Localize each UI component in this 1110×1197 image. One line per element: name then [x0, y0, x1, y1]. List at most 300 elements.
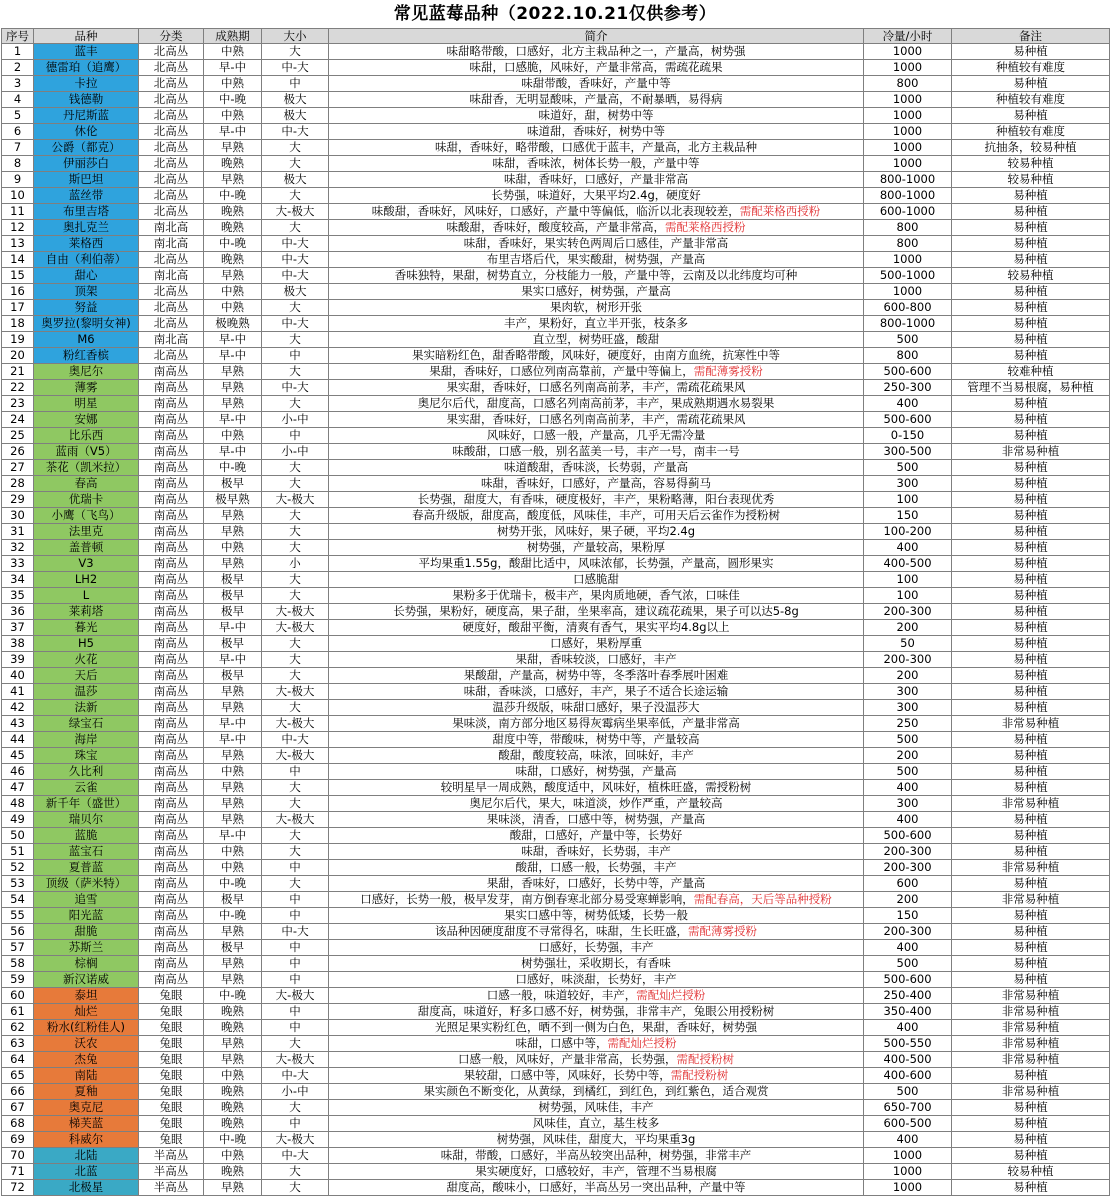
row-description [329, 716, 864, 732]
row-variety: 阳光蓝 [34, 908, 139, 924]
table-row [2, 940, 1110, 956]
row-chill-hours: 300 [864, 700, 952, 716]
row-size: 大 [262, 636, 329, 652]
row-notes: 非常易种植 [952, 444, 1110, 460]
row-notes: 易种植 [952, 476, 1110, 492]
row-description [329, 620, 864, 636]
row-notes: 易种植 [952, 540, 1110, 556]
description-text: 味酸甜，香味好，风味好，口感好，产量中等偏低，临沂以北表现较差， [371, 204, 740, 218]
row-chill-hours: 400 [864, 812, 952, 828]
row-index: 25 [2, 428, 34, 444]
row-notes: 易种植 [952, 428, 1110, 444]
table-row [2, 476, 1110, 492]
table-row [2, 828, 1110, 844]
description-text: 口感好，长势一般，极早发芽，南方倒春寒北部分易受寒蝉影响， [360, 892, 694, 906]
row-notes: 易种植 [952, 412, 1110, 428]
row-size: 大-极大 [262, 812, 329, 828]
row-index: 36 [2, 604, 34, 620]
row-variety: 沃农 [34, 1036, 139, 1052]
row-index: 66 [2, 1084, 34, 1100]
table-row [2, 236, 1110, 252]
row-variety: 春高 [34, 476, 139, 492]
row-category: 北高丛 [139, 204, 204, 220]
row-description [329, 1068, 864, 1084]
row-variety: 蓝脆 [34, 828, 139, 844]
header-maturity: 成熟期 [204, 29, 262, 44]
row-index: 27 [2, 460, 34, 476]
row-chill-hours: 400-600 [864, 1068, 952, 1084]
row-description [329, 828, 864, 844]
row-chill-hours: 400 [864, 1132, 952, 1148]
row-index: 13 [2, 236, 34, 252]
row-maturity: 中熟 [204, 300, 262, 316]
row-maturity: 早熟 [204, 396, 262, 412]
table-row [2, 556, 1110, 572]
row-notes: 易种植 [952, 748, 1110, 764]
row-category: 南高丛 [139, 684, 204, 700]
row-notes: 易种植 [952, 108, 1110, 124]
row-maturity: 极早 [204, 636, 262, 652]
row-description [329, 972, 864, 988]
row-size: 中-大 [262, 252, 329, 268]
row-category: 南高丛 [139, 588, 204, 604]
row-maturity: 极早 [204, 892, 262, 908]
row-variety: 南陆 [34, 1068, 139, 1084]
description-text: 味甜，香味淡，口感好，丰产，果子不适合长途运输 [463, 684, 729, 698]
row-notes: 易种植 [952, 1148, 1110, 1164]
row-index: 63 [2, 1036, 34, 1052]
row-index: 69 [2, 1132, 34, 1148]
row-variety: 甜脆 [34, 924, 139, 940]
row-description [329, 188, 864, 204]
row-maturity: 早-中 [204, 332, 262, 348]
table-row [2, 140, 1110, 156]
row-category: 兔眼 [139, 1020, 204, 1036]
row-chill-hours: 800-1000 [864, 316, 952, 332]
row-chill-hours: 1000 [864, 1148, 952, 1164]
row-size: 大 [262, 364, 329, 380]
table-row [2, 108, 1110, 124]
row-description [329, 780, 864, 796]
row-notes: 易种植 [952, 572, 1110, 588]
row-index: 20 [2, 348, 34, 364]
row-notes: 种植较有难度 [952, 124, 1110, 140]
row-variety: 天后 [34, 668, 139, 684]
row-category: 南高丛 [139, 748, 204, 764]
row-variety: 公爵（都克） [34, 140, 139, 156]
row-size: 极大 [262, 172, 329, 188]
row-notes: 非常易种植 [952, 892, 1110, 908]
row-description [329, 700, 864, 716]
row-index: 11 [2, 204, 34, 220]
table-row [2, 860, 1110, 876]
description-text: 长势强，味道好，大果平均2.4g，硬度好 [491, 188, 701, 202]
row-index: 17 [2, 300, 34, 316]
row-category: 南高丛 [139, 924, 204, 940]
row-notes: 易种植 [952, 812, 1110, 828]
description-text: 丰产，果粉好，直立半开张，枝条多 [504, 316, 688, 330]
description-text: 果实硬度好，口感较好，丰产，管理不当易根腐 [475, 1164, 717, 1178]
row-variety: 奥扎克兰 [34, 220, 139, 236]
row-description [329, 316, 864, 332]
pollination-note: 需配春高，天后等品种授粉 [693, 892, 832, 906]
description-text: 果实颜色不断变化，从黄绿，到橘红，到红色，到红紫色，适合观赏 [423, 1084, 769, 1098]
row-size: 大 [262, 524, 329, 540]
row-variety: 钱德勒 [34, 92, 139, 108]
row-maturity: 早熟 [204, 364, 262, 380]
row-chill-hours: 800 [864, 236, 952, 252]
row-category: 南高丛 [139, 492, 204, 508]
pollination-note: 需配薄雾授粉 [688, 924, 757, 938]
description-text: 温莎升级版，味甜口感好，果子没温莎大 [492, 700, 700, 714]
row-description [329, 668, 864, 684]
row-maturity: 中-晚 [204, 1132, 262, 1148]
row-description [329, 172, 864, 188]
row-maturity: 早-中 [204, 444, 262, 460]
row-category: 南高丛 [139, 460, 204, 476]
row-description [329, 540, 864, 556]
row-chill-hours: 400-500 [864, 1052, 952, 1068]
row-category: 北高丛 [139, 348, 204, 364]
row-category: 南北高 [139, 220, 204, 236]
row-maturity: 晚熟 [204, 1084, 262, 1100]
row-size: 中-大 [262, 124, 329, 140]
row-category: 北高丛 [139, 252, 204, 268]
row-description [329, 364, 864, 380]
row-description [329, 876, 864, 892]
row-maturity: 中-晚 [204, 92, 262, 108]
table-row [2, 716, 1110, 732]
row-index: 8 [2, 156, 34, 172]
row-chill-hours: 500-600 [864, 412, 952, 428]
row-category: 南高丛 [139, 828, 204, 844]
row-variety: 优瑞卡 [34, 492, 139, 508]
row-index: 30 [2, 508, 34, 524]
row-size: 大 [262, 876, 329, 892]
row-size: 中 [262, 908, 329, 924]
row-maturity: 早熟 [204, 796, 262, 812]
row-chill-hours: 500-600 [864, 364, 952, 380]
row-notes: 易种植 [952, 76, 1110, 92]
row-notes: 易种植 [952, 588, 1110, 604]
description-text: 硬度好，酸甜平衡，清爽有香气，果实平均4.8g以上 [462, 620, 730, 634]
description-text: 酸甜，口感好，产量中等，长势好 [509, 828, 683, 842]
row-size: 中-大 [262, 268, 329, 284]
row-maturity: 极早 [204, 572, 262, 588]
row-size: 大-极大 [262, 1052, 329, 1068]
row-notes: 非常易种植 [952, 1052, 1110, 1068]
row-chill-hours: 500-550 [864, 1036, 952, 1052]
row-variety: 茶花（凯米拉） [34, 460, 139, 476]
row-size: 小 [262, 556, 329, 572]
row-size: 中 [262, 1020, 329, 1036]
row-category: 南高丛 [139, 508, 204, 524]
row-maturity: 早-中 [204, 652, 262, 668]
description-text: 口感一般，风味好，产量非常高，长势强， [458, 1052, 677, 1066]
description-text: 味道甜，香味好，树势中等 [527, 124, 665, 138]
row-variety: V3 [34, 556, 139, 572]
row-category: 南高丛 [139, 876, 204, 892]
table-row [2, 524, 1110, 540]
row-size: 大 [262, 828, 329, 844]
row-variety: 法里克 [34, 524, 139, 540]
header-category: 分类 [139, 29, 204, 44]
row-maturity: 中熟 [204, 844, 262, 860]
row-description [329, 604, 864, 620]
row-variety: 绿宝石 [34, 716, 139, 732]
table-row [2, 220, 1110, 236]
row-description [329, 1020, 864, 1036]
row-notes: 易种植 [952, 236, 1110, 252]
row-size: 中-大 [262, 732, 329, 748]
row-notes: 易种植 [952, 44, 1110, 60]
row-notes: 易种植 [952, 940, 1110, 956]
row-notes: 易种植 [952, 284, 1110, 300]
header-chill-hours: 冷量/小时 [864, 29, 952, 44]
row-category: 南高丛 [139, 700, 204, 716]
description-text: 布里吉塔后代，果实酸甜，树势强，产量高 [486, 252, 706, 266]
row-index: 9 [2, 172, 34, 188]
row-description [329, 60, 864, 76]
row-notes: 易种植 [952, 556, 1110, 572]
row-maturity: 晚熟 [204, 1004, 262, 1020]
row-description [329, 412, 864, 428]
row-index: 40 [2, 668, 34, 684]
row-category: 南高丛 [139, 812, 204, 828]
row-description [329, 844, 864, 860]
table-row [2, 748, 1110, 764]
row-notes: 易种植 [952, 1132, 1110, 1148]
row-maturity: 中-晚 [204, 236, 262, 252]
row-category: 南高丛 [139, 572, 204, 588]
description-text: 较明星早一周成熟，酸度适中，风味好，植株旺盛，需授粉树 [440, 780, 752, 794]
row-description [329, 492, 864, 508]
description-text: 长势强，果粉好，硬度高，果子甜，坐果率高，建议疏花疏果，果子可以达5-8g [393, 604, 799, 618]
row-index: 12 [2, 220, 34, 236]
row-variety: 温莎 [34, 684, 139, 700]
row-index: 44 [2, 732, 34, 748]
description-text: 味甜，口感好，树势强，产量高 [515, 764, 677, 778]
row-maturity: 晚熟 [204, 204, 262, 220]
row-variety: 顶级（萨米特） [34, 876, 139, 892]
table-row [2, 1020, 1110, 1036]
row-category: 南高丛 [139, 476, 204, 492]
row-size: 中-大 [262, 236, 329, 252]
table-row [2, 876, 1110, 892]
row-index: 3 [2, 76, 34, 92]
row-notes: 易种植 [952, 908, 1110, 924]
row-maturity: 早-中 [204, 828, 262, 844]
row-description [329, 572, 864, 588]
row-size: 大-极大 [262, 492, 329, 508]
row-notes: 非常易种植 [952, 860, 1110, 876]
row-variety: 梯芙蓝 [34, 1116, 139, 1132]
description-text: 口感好，长势强，丰产 [538, 940, 654, 954]
row-chill-hours: 800 [864, 220, 952, 236]
table-row [2, 1100, 1110, 1116]
row-index: 15 [2, 268, 34, 284]
row-notes: 易种植 [952, 636, 1110, 652]
row-index: 37 [2, 620, 34, 636]
row-maturity: 中熟 [204, 108, 262, 124]
row-variety: 火花 [34, 652, 139, 668]
row-category: 南高丛 [139, 380, 204, 396]
row-index: 39 [2, 652, 34, 668]
row-size: 大 [262, 796, 329, 812]
row-variety: 蓝雨（V5） [34, 444, 139, 460]
row-chill-hours: 600-500 [864, 1116, 952, 1132]
row-chill-hours: 500 [864, 460, 952, 476]
row-category: 南高丛 [139, 668, 204, 684]
description-text: 甜度中等，带酸味，树势中等，产量较高 [492, 732, 700, 746]
row-chill-hours: 1000 [864, 124, 952, 140]
row-variety: 新汉诺威 [34, 972, 139, 988]
row-index: 72 [2, 1180, 34, 1196]
row-chill-hours: 600-1000 [864, 204, 952, 220]
row-notes: 易种植 [952, 1116, 1110, 1132]
row-variety: 卡拉 [34, 76, 139, 92]
row-index: 59 [2, 972, 34, 988]
table-row [2, 924, 1110, 940]
table-row [2, 732, 1110, 748]
row-index: 52 [2, 860, 34, 876]
row-maturity: 中-晚 [204, 460, 262, 476]
row-chill-hours: 500-600 [864, 972, 952, 988]
row-size: 大 [262, 396, 329, 412]
row-size: 大 [262, 844, 329, 860]
row-notes: 易种植 [952, 348, 1110, 364]
row-size: 小-中 [262, 1084, 329, 1100]
row-size: 中 [262, 428, 329, 444]
row-variety: 暮光 [34, 620, 139, 636]
pollination-note: 需配授粉树 [676, 1052, 734, 1066]
row-description [329, 332, 864, 348]
row-maturity: 极早 [204, 668, 262, 684]
row-chill-hours: 400-500 [864, 556, 952, 572]
row-variety: 北陆 [34, 1148, 139, 1164]
table-row [2, 780, 1110, 796]
row-index: 18 [2, 316, 34, 332]
row-notes: 非常易种植 [952, 1020, 1110, 1036]
table-row [2, 620, 1110, 636]
row-index: 34 [2, 572, 34, 588]
row-maturity: 早熟 [204, 684, 262, 700]
row-notes: 易种植 [952, 220, 1110, 236]
table-row [2, 604, 1110, 620]
row-notes: 较易种植 [952, 156, 1110, 172]
row-size: 大 [262, 44, 329, 60]
row-maturity: 中-晚 [204, 908, 262, 924]
table-row [2, 972, 1110, 988]
row-variety: 久比利 [34, 764, 139, 780]
table-row [2, 428, 1110, 444]
row-maturity: 中-晚 [204, 988, 262, 1004]
row-category: 南高丛 [139, 540, 204, 556]
row-maturity: 早熟 [204, 700, 262, 716]
table-row [2, 700, 1110, 716]
row-category: 南高丛 [139, 972, 204, 988]
row-variety: 科威尔 [34, 1132, 139, 1148]
description-text: 味酸甜，香味好，酸度较高，产量非常高， [446, 220, 665, 234]
row-maturity: 早熟 [204, 748, 262, 764]
row-maturity: 早熟 [204, 956, 262, 972]
description-text: 果味淡，南方部分地区易得灰霉病坐果率低，产量非常高 [452, 716, 740, 730]
row-chill-hours: 400 [864, 540, 952, 556]
row-chill-hours: 400 [864, 780, 952, 796]
row-notes: 非常易种植 [952, 1084, 1110, 1100]
row-chill-hours: 300 [864, 796, 952, 812]
row-size: 大 [262, 140, 329, 156]
description-text: 奥尼尔后代，果大，味道淡，炒作严重，产量较高 [469, 796, 723, 810]
row-chill-hours: 500 [864, 732, 952, 748]
row-description [329, 1004, 864, 1020]
header-index: 序号 [2, 29, 34, 44]
row-chill-hours: 500 [864, 1084, 952, 1100]
description-text: 果实暗粉红色，甜香略带酸，风味好，硬度好，由南方血统，抗寒性中等 [412, 348, 780, 362]
row-chill-hours: 800 [864, 348, 952, 364]
row-index: 22 [2, 380, 34, 396]
row-maturity: 晚熟 [204, 1100, 262, 1116]
row-category: 南高丛 [139, 892, 204, 908]
row-chill-hours: 400 [864, 396, 952, 412]
row-variety: 丹尼斯蓝 [34, 108, 139, 124]
row-index: 57 [2, 940, 34, 956]
table-row [2, 76, 1110, 92]
row-index: 58 [2, 956, 34, 972]
row-size: 大 [262, 1100, 329, 1116]
row-maturity: 中-晚 [204, 876, 262, 892]
row-category: 兔眼 [139, 1100, 204, 1116]
row-maturity: 早熟 [204, 524, 262, 540]
description-text: 该品种因硬度甜度不寻常得名，味甜，生长旺盛， [435, 924, 688, 938]
row-maturity: 中熟 [204, 284, 262, 300]
table-row [2, 332, 1110, 348]
row-category: 北高丛 [139, 92, 204, 108]
pollination-note: 需配授粉树 [670, 1068, 729, 1082]
row-size: 大 [262, 588, 329, 604]
row-variety: 莱格西 [34, 236, 139, 252]
table-row [2, 1116, 1110, 1132]
table-row [2, 844, 1110, 860]
header-variety: 品种 [34, 29, 139, 44]
row-chill-hours: 250-400 [864, 988, 952, 1004]
row-description [329, 220, 864, 236]
row-size: 中 [262, 860, 329, 876]
row-chill-hours: 100 [864, 588, 952, 604]
row-size: 大-极大 [262, 716, 329, 732]
table-row [2, 412, 1110, 428]
row-category: 南高丛 [139, 412, 204, 428]
row-notes: 非常易种植 [952, 1036, 1110, 1052]
row-category: 北高丛 [139, 188, 204, 204]
row-category: 南高丛 [139, 620, 204, 636]
description-text: 树势强壮，采收期长，有香味 [521, 956, 671, 970]
row-category: 南高丛 [139, 940, 204, 956]
table-row [2, 188, 1110, 204]
row-description [329, 300, 864, 316]
description-text: 果甜，香味好，口感好，长势中等，产量高 [486, 876, 706, 890]
row-description [329, 988, 864, 1004]
row-maturity: 极早 [204, 940, 262, 956]
row-notes: 易种植 [952, 524, 1110, 540]
variety-table [1, 28, 1110, 1196]
row-category: 北高丛 [139, 284, 204, 300]
row-variety: 法新 [34, 700, 139, 716]
row-index: 1 [2, 44, 34, 60]
row-size: 大-极大 [262, 604, 329, 620]
row-maturity: 中熟 [204, 44, 262, 60]
table-row [2, 156, 1110, 172]
